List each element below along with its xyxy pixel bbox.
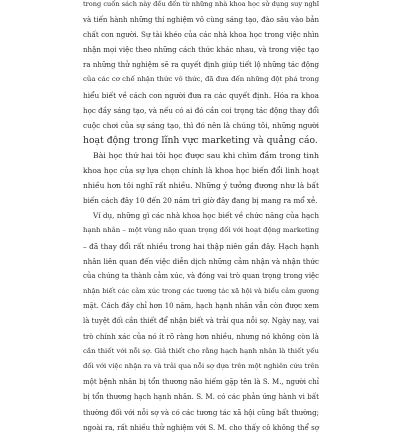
text-line: của chúng ta thành cảm xúc, và đóng vai trò quan trọng trong việc bbox=[83, 271, 319, 280]
text-line: học đầy sáng tạo, và nếu có ai đó cần coi trọng tác động thay đổi bbox=[83, 105, 319, 115]
text-line: Bài học thứ hai tôi học được sau khi chìm đắm trong tinh bbox=[93, 150, 319, 160]
text-line: một bệnh nhân bị tổn thương não hiếm gặp tên là S. M., người chỉ bbox=[83, 377, 319, 387]
text-line: trong cuốn sách này đều đến từ những nhà khoa học sử dụng suy nghĩ bbox=[83, 0, 319, 8]
text-line: trò chính xác của nó ít rõ ràng hơn nhiều, nhưng nó không còn là bbox=[83, 332, 319, 342]
text-line: – đã thay đổi rất nhiều trong hai thập niên gần đây. Hạch hạnh bbox=[83, 241, 319, 251]
text-line: Ví dụ, những gì các nhà khoa học biết về chức năng của hạch bbox=[93, 211, 319, 221]
text-line: cuộc chơi của sự sáng tạo, thì đó nên là chúng tôi, những người bbox=[83, 120, 319, 130]
text-line: biến cách đây 10 đến 20 năm trì giờ đây đang bị mang ra mổ xẻ. bbox=[83, 196, 318, 206]
paragraph-2 bbox=[83, 148, 319, 208]
text-line: mặt. Cách đây chỉ hơn 10 năm, hạch hạnh nhân vẫn còn được xem bbox=[83, 301, 319, 310]
text-line: là tuyệt đối cần thiết để nhận biết và trải qua nỗi sợ. Ngày nay, vai bbox=[83, 316, 319, 325]
text-line: chất con người. Sự tài khéo của các nhà khoa học trong việc nhìn bbox=[83, 30, 319, 40]
paragraph-3 bbox=[83, 208, 319, 434]
text-line: bị tổn thương hạch hạnh nhân. S. M. có các phản ứng hành vi bất bbox=[83, 392, 319, 402]
text-line: nhân liên quan đến việc diễn dịch những cảm nhận và nhận thức bbox=[83, 256, 319, 266]
text-line: ra những thử nghiệm sẽ ra quyết định giúp tiết lộ những tác động bbox=[83, 60, 319, 70]
text-line: nhiều hơn tôi nghĩ rất nhiều. Những ý tưởng đương như là bất bbox=[83, 181, 319, 191]
text-line: nhận biết các cảm xúc trong các tương tác xã hội và biểu cảm gương bbox=[83, 286, 319, 295]
text-line: hoạt động trong lĩnh vực marketing và quảng cáo. bbox=[83, 134, 318, 146]
text-line: hạnh nhân – một vùng não quan trọng đối với hoạt động marketing bbox=[83, 226, 319, 235]
text-line: nhận mọi việc theo những cách thức khác nhau, và trong việc tạo bbox=[83, 45, 319, 55]
text-line: hiểu biết về cách con người đưa ra các quyết định. Hóa ra khoa bbox=[83, 90, 319, 100]
text-line: cần thiết với nỗi sợ. Giả thiết cho rằng hạch hạnh nhân là thiết yếu bbox=[83, 347, 319, 356]
text-line: đối với việc nhận ra và trải qua nỗi sợ dựa trên một nghiên cứu trên bbox=[83, 362, 319, 371]
text-line: thường đối với nỗi sợ và có các tương tác xã hội cũng bất thường; bbox=[83, 407, 319, 417]
paragraph-1 bbox=[83, 0, 319, 148]
text-line: của các cơ chế nhận thức vô thức, đã đưa đến những đột phá trong bbox=[83, 75, 319, 84]
text-line: khoa học của sự lựa chọn chính là khoa học biến đổi linh hoạt bbox=[83, 166, 319, 176]
body-text bbox=[83, 0, 319, 435]
text-line: ngoài ra, rất nhiều thử nghiệm với S. M. cho thấy cô không thể sợ bbox=[83, 422, 319, 432]
text-line: và tiến hành những thí nghiệm vô cùng sáng tạo, đào sâu vào bản bbox=[83, 15, 319, 25]
